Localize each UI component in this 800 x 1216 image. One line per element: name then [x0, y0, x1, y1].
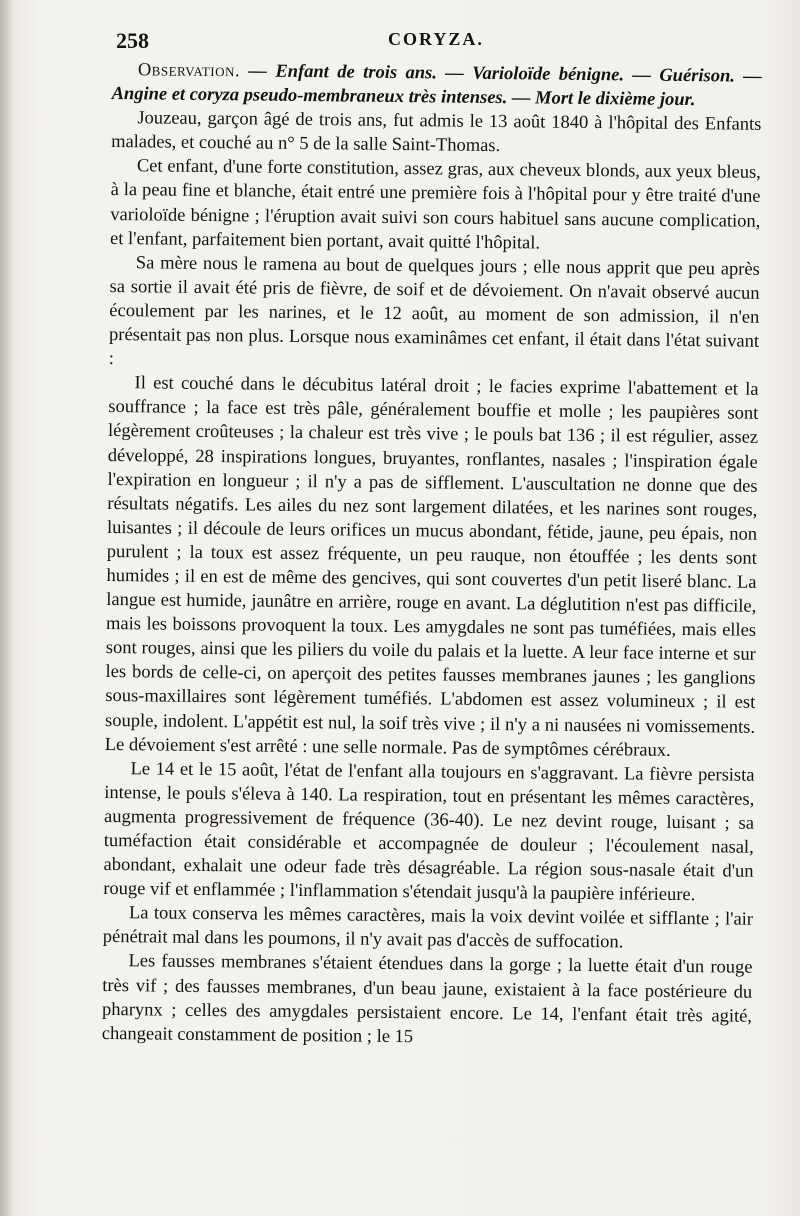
page-header — [110, 26, 770, 54]
page-gutter-shadow — [0, 0, 14, 1216]
page-number: 258 — [116, 28, 149, 53]
paragraph: Il est couché dans le décubitus latéral droit ; le facies exprime l'abattement et la souffrance ; la face est très pâle, généralement bouffie et molle ; les paupières sont légèrement croûteuses ; la chaleur est très vive ; le pouls bat 136 ; il est régulier, assez développé, 28 inspirations longues, bruyantes, ronflantes, nasales ; l'inspiration égale l'expiration en longueur ; il n'y a pas de sifflement. L'auscultation ne donne que des résultats négatifs. Les ailes du nez sont largement dilatées, et les narines sont rouges, luisantes ; il découle de leurs orifices un mucus abondant, fétide, jaune, peu épais, non purulent ; la toux est assez fréquente, un peu rauque, non étouffée ; les dents sont humides ; il en est de même des gencives, qui sont couvertes d'un petit liseré blanc. La langue est humide, jaunâtre en arrière, rouge en avant. La déglutition n'est pas difficile, mais les boissons provoquent la toux. Les amygdales ne sont pas tuméfiées, mais elles sont rouges, ainsi que les piliers du voile du palais et la luette. A leur face interne et sur les bords de celle-ci, on aperçoit des petites fausses membranes jaunes ; les ganglions sous-maxillaires sont légèrement tuméfiés. L'abdomen est assez volumineux ; il est souple, indolent. L'appétit est nul, la soif très vive ; il n'y a ni nausées ni vomissements. Le dévoiement s'est arrêté : une selle normale. Pas de symptômes cérébraux. — [104, 373, 759, 761]
observation-label: Observation. — [137, 60, 241, 82]
paragraph: Le 14 et le 15 août, l'état de l'enfant alla toujours en s'aggravant. La fièvre persista intense, le pouls s'éleva à 140. La respiration, tout en présentant les mêmes caractères, augmenta progressivement de fréquence (36-40). Le nez devint rouge, luisant ; sa tuméfaction était considérable et accompagnée de douleur ; l'écoulement nasal, abondant, exhalait une odeur fade très désagréable. La région sous-nasale était d'un rouge vif et enflammée ; l'inflammation s'étendait jusqu'à la paupière inférieure. — [103, 758, 755, 906]
page-body — [102, 58, 762, 1053]
observation-title: — Enfant de trois ans. — Varioloïde bénigne. — Guérison. — Angine et coryza pseudo-membraneux très intenses. — Mort le dixième jour. — [111, 61, 762, 111]
paragraph: Cet enfant, d'une forte constitution, assez gras, aux cheveux blonds, aux yeux bleus, à la peau fine et blanche, était entré une première fois à l'hôpital pour y être traité d'une varioloïde bénigne ; l'éruption avait suivi son cours habituel sans aucune complication, et l'enfant, parfaitement bien portant, avait quitté l'hôpital. — [110, 156, 761, 254]
paragraph: Sa mère nous le ramena au bout de quelques jours ; elle nous apprit que peu après sa sortie il avait été pris de fièvre, de soif et de dévoiement. On n'avait observé aucun écoulement par les narines, et le 12 août, au moment de son admission, il n'en présentait pas non plus. Lorsque nous examinâmes cet enfant, il était dans l'état suivant : — [108, 253, 760, 370]
paragraph: Jouzeau, garçon âgé de trois ans, fut admis le 13 août 1840 à l'hôpital des Enfants malades, et couché au n° 5 de la salle Saint-Thomas. — [111, 108, 762, 157]
running-title: CORYZA. — [388, 29, 484, 49]
observation-heading — [111, 58, 761, 113]
paragraph: Les fausses membranes s'étaient étendues dans la gorge ; la luette était d'un rouge très vif ; des fausses membranes, d'un beau jaune, existaient à la face postérieure du pharynx ; celles des amygdales persistaient encore. Le 14, l'enfant était très agité, changeait constamment de position ; le 15 — [101, 951, 753, 1047]
paragraph: La toux conserva les mêmes caractères, mais la voix devint voilée et sifflante ; l'air pénétrait mal dans les poumons, il n'y avait pas d'accès de suffocation. — [102, 903, 754, 953]
